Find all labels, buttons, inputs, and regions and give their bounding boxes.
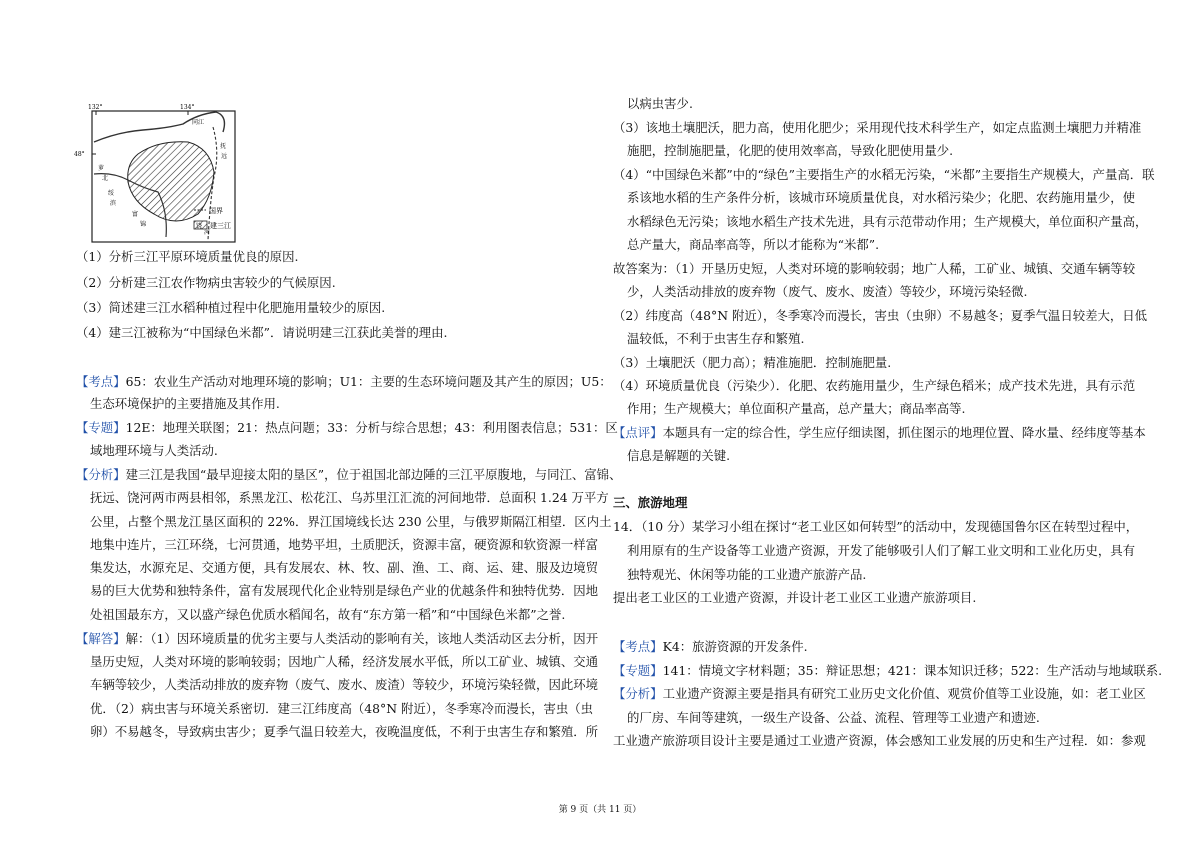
map-label-9: 河: [204, 229, 211, 236]
map-legend-region: 建三江: [210, 222, 231, 230]
question-4: （4）建三江被称为“中国绿色米都”．请说明建三江获此美誉的理由.: [76, 325, 448, 340]
question-3: （3）简述建三江水稻种植过程中化肥施用量较少的原因.: [76, 300, 386, 315]
map-label-10: 抚: [220, 143, 227, 150]
fenxi-line-2: 的厂房、车间等建筑，一级生产设备、公益、流程、管理等工业遗产和遗迹.: [627, 710, 1040, 725]
final-answer-line: （2）纬度高（48°N 附近），冬季寒冷而漫长，害虫（虫卵）不易越冬；夏季气温日较差大，日低: [613, 308, 1148, 323]
fenxi-line-2: 抚远、饶河两市两县相邻，系黑龙江、松花江、乌苏里江汇流的河间地带．总面积 1.24 万平方: [90, 490, 609, 505]
map-label-3: 绥: [108, 190, 115, 197]
question-2: （2）分析建三江农作物病虫害较少的气候原因.: [76, 275, 336, 290]
map-lon-right: 134°: [180, 104, 195, 111]
kaodian-line: 【考点】K4：旅游资源的开发条件.: [613, 639, 808, 654]
fenxi-line-5: 集发达，水源充足、交通方便，具有发展农、林、牧、副、渔、工、商、运、建、服及边境贸: [90, 560, 599, 575]
dianping-line-2: 信息是解题的关键.: [627, 448, 731, 463]
fenxi-line: 【分析】建三江是我国“最早迎接太阳的垦区”，位于祖国北部边陲的三江平原腹地，与同江、富锦、: [76, 467, 622, 482]
answer-line: 水稻绿色无污染；该地水稻生产技术先进，具有示范带动作用；生产规模大，单位面积产量高，: [627, 214, 1148, 229]
kaodian-line-2: 生态环境保护的主要措施及其作用.: [90, 396, 280, 411]
map-label-6: 锦: [140, 221, 147, 228]
map-lat: 48°: [74, 151, 85, 158]
kaodian-line: 【考点】65：农业生产活动对地理环境的影响；U1：主要的生态环境问题及其产生的原因；U5：: [76, 374, 612, 389]
dianping-line: 【点评】本题具有一定的综合性，学生应仔细读图，抓住图示的地理位置、降水量、经纬度等基本: [613, 425, 1146, 440]
map-legend-region-symbol: [194, 221, 207, 229]
map-label-4: 滨: [110, 200, 117, 207]
question-14: 14．（10 分）某学习小组在探讨“老工业区如何转型”的活动中，发现德国鲁尔区在转型过程中，: [613, 519, 1139, 534]
final-answer-line: 故答案为：（1）开垦历史短，人类对环境的影响较弱；地广人稀，工矿业、城镇、交通车辆等较: [613, 261, 1136, 276]
map-lon-left: 132°: [88, 104, 103, 111]
answer-line: 施肥，控制施肥量，化肥的使用效率高，导致化肥使用量少.: [627, 143, 954, 158]
question-14-line-3: 独特观光、休闲等功能的工业遗产旅游产品.: [627, 567, 867, 582]
question-14-line-2: 利用原有的生产设备等工业遗产资源，开发了能够吸引人们了解工业文明和工业化历史，具有: [627, 543, 1136, 558]
map-label-5: 富: [132, 211, 139, 218]
map-legend-border: 国界: [209, 207, 223, 215]
map-label-7: 同江: [192, 119, 205, 126]
map-figure: [74, 102, 238, 244]
map-label-1: 萝: [98, 165, 105, 172]
map-river-north: [94, 112, 224, 142]
jieda-line-4: 优．（2）病虫害与环境关系密切．建三江纬度高（48°N 附近），冬季寒冷而漫长，害虫（虫: [90, 701, 594, 716]
design-line: 工业遗产旅游项目设计主要是通过工业遗产资源，体会感知工业发展的历史和生产过程．如：参观: [613, 733, 1146, 748]
map-label-2: 北: [102, 175, 109, 182]
zhuanti-line-2: 域地理环境与人类活动.: [90, 443, 218, 458]
fenxi-line-6: 易的巨大优势和独特条件，富有发展现代化企业特别是绿色产业的优越条件和独特优势．因地: [90, 583, 599, 598]
fenxi-line-7: 处祖国最东方，又以盛产绿色优质水稻闻名，故有“东方第一稻”和“中国绿色米都”之誉.: [90, 607, 566, 622]
answer-line: （4）“中国绿色米都”中的“绿色”主要指生产的水稻无污染，“米都”主要指生产规模大，产量高．联: [613, 167, 1155, 182]
zhuanti-line: 【专题】12E：地理关联图；21：热点问题；33：分析与综合思想；43：利用图表信息；531：区: [76, 420, 618, 435]
section-heading: 三、旅游地理: [613, 495, 688, 510]
fenxi-line: 【分析】工业遗产资源主要是指具有研究工业历史文化价值、观赏价值等工业设施，如：老工业区: [613, 686, 1146, 701]
answer-line: 总产量大，商品率高等，所以才能称为“米都”.: [627, 237, 880, 252]
final-answer-line: （3）土壤肥沃（肥力高）；精准施肥．控制施肥量.: [613, 355, 892, 370]
final-answer-line: 少，人类活动排放的废弃物（废气、废水、废渣）等较少，环境污染轻微.: [627, 284, 1028, 299]
answer-line: 以病虫害少.: [627, 96, 693, 111]
fenxi-line-3: 公里，占整个黑龙江垦区面积的 22%．界江国境线长达 230 公里，与俄罗斯隔江相望．区内土: [90, 514, 612, 529]
zhuanti-line: 【专题】141：情境文字材料题；35：辩证思想；421：课本知识迁移；522：生产活动与地域联系.: [613, 663, 1163, 678]
answer-line: 系该地水稻的生产条件分析，该城市环境质量优良，对水稻污染少；化肥、农药施用量少，使: [627, 190, 1136, 205]
question-1: （1）分析三江平原环境质量优良的原因.: [76, 249, 299, 264]
jieda-line-2: 垦历史短，人类对环境的影响较弱；因地广人稀，经济发展水平低，所以工矿业、城镇、交通: [90, 654, 599, 669]
page-footer: 第 9 页（共 11 页）: [558, 805, 642, 815]
question-14-prompt: 提出老工业区的工业遗产资源，并设计老工业区工业遗产旅游项目.: [613, 590, 977, 605]
answer-line: （3）该地土壤肥沃，肥力高，使用化肥少；采用现代技术科学生产，如定点监测土壤肥力并精准: [613, 120, 1142, 135]
final-answer-line: 作用；生产规模大；单位面积产量高，总产量大；商品率高等.: [627, 401, 966, 416]
jieda-line-5: 卵）不易越冬，导致病虫害少；夏季气温日较差大，夜晚温度低，不利于虫害生存和繁殖．所: [90, 724, 599, 739]
map-jiansanjiang-region: [128, 142, 214, 221]
jieda-line: 【解答】解：（1）因环境质量的优劣主要与人类活动的影响有关，该地人类活动区去分析，因开: [76, 631, 599, 646]
jieda-line-3: 车辆等较少，人类活动排放的废弃物（废气、废水、废渣）等较少，环境污染轻微，因此环境: [90, 677, 599, 692]
fenxi-line-4: 地集中连片，三江环绕，七河贯通，地势平坦，土质肥沃，资源丰富，硬资源和软资源一样富: [90, 537, 599, 552]
map-label-11: 远: [221, 153, 228, 160]
final-answer-line: 温较低，不利于虫害生存和繁殖.: [627, 331, 805, 346]
final-answer-line: （4）环境质量优良（污染少）．化肥、农药施用量少，生产绿色稻米；成产技术先进，具有示范: [613, 378, 1136, 393]
